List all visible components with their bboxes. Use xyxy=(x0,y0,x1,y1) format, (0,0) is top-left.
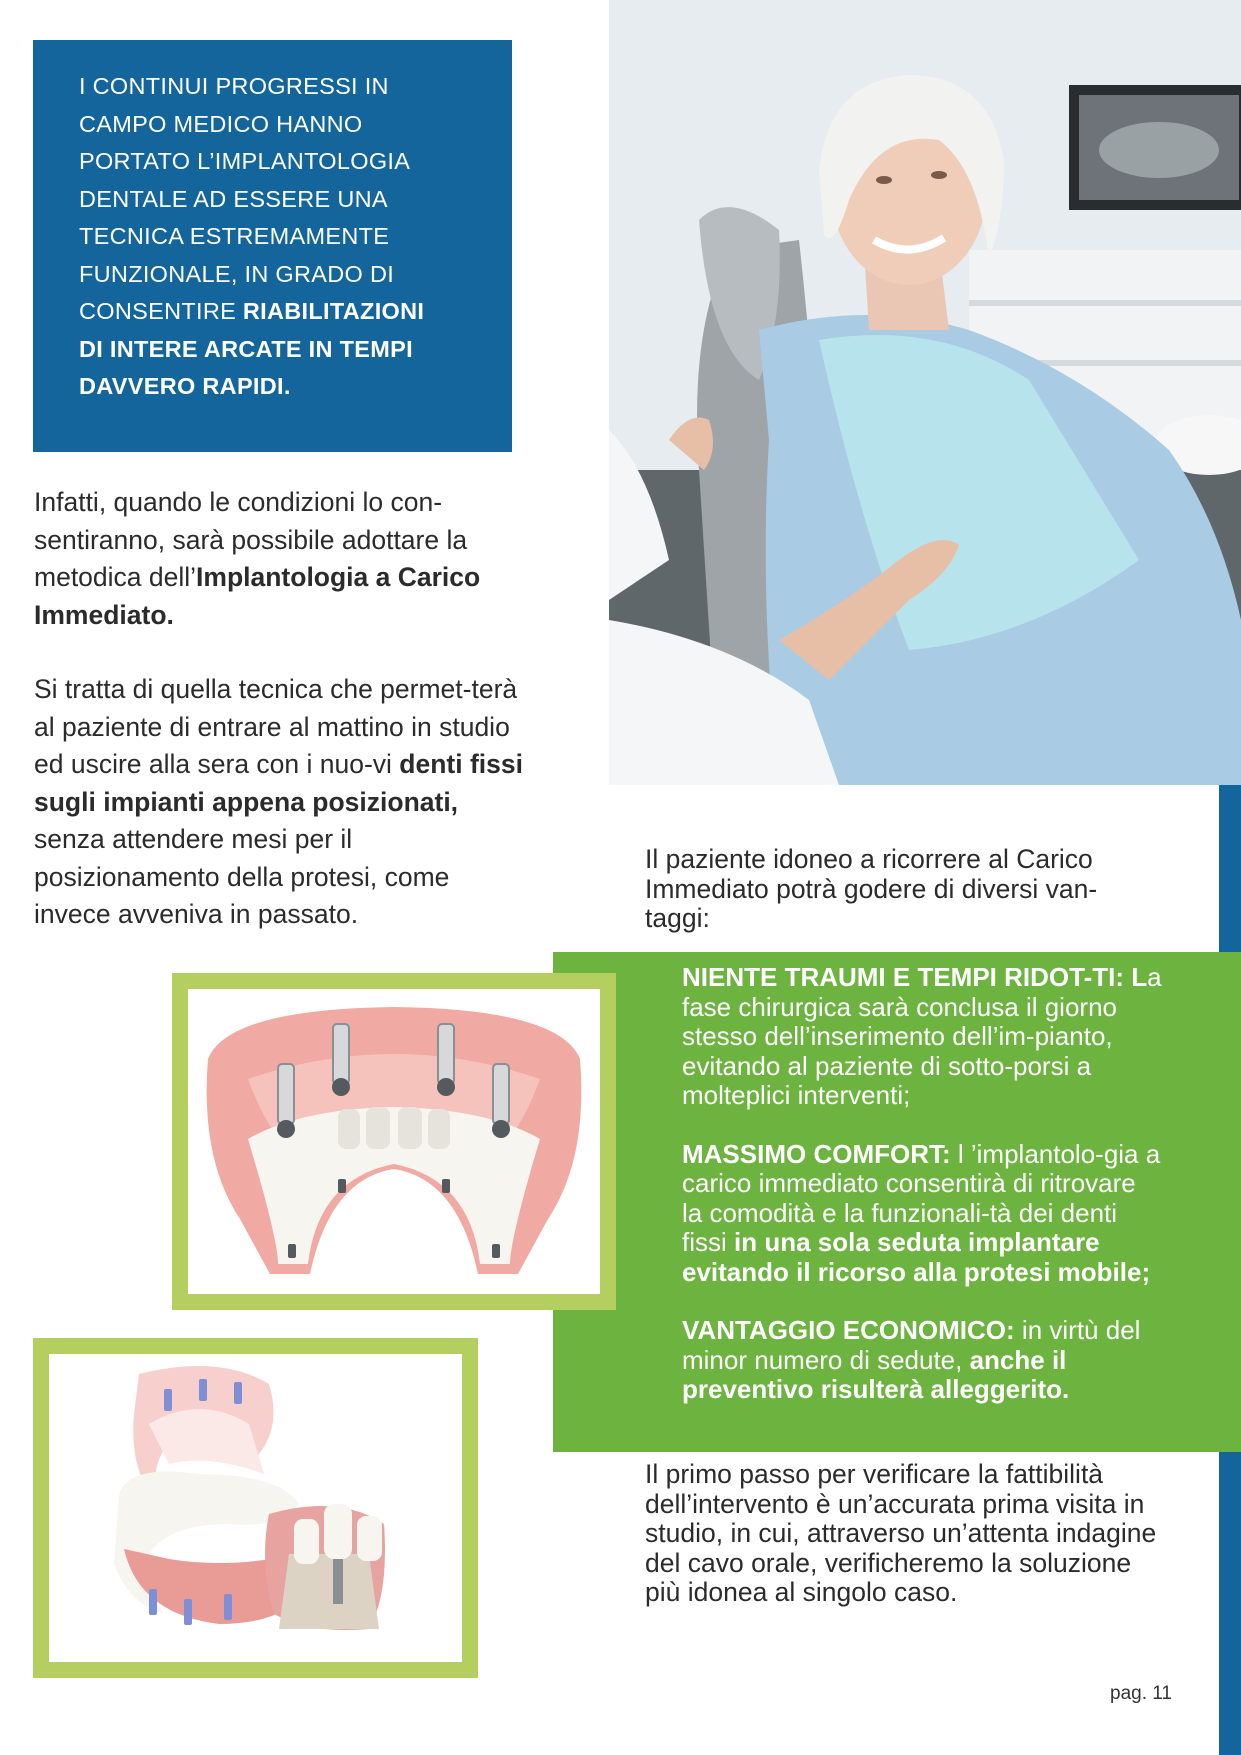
benefit-item: VANTAGGIO ECONOMICO: in virtù del minor numero di sedute, anche il preventivo risulterà alleggerito. xyxy=(682,1315,1141,1404)
left-body-text xyxy=(34,484,524,971)
benefits-intro-text: Il paziente idoneo a ricorrere al Carico Immediato potrà godere di diversi van-taggi: xyxy=(645,844,1098,933)
intro-line: I CONTINUI PROGRESSI IN xyxy=(79,73,389,99)
intro-line: DENTALE AD ESSERE UNA xyxy=(79,185,388,212)
benefit-title: MASSIMO COMFORT: xyxy=(682,1138,951,1169)
dental-patient-illustration xyxy=(609,0,1241,785)
intro-line: DI INTERE ARCATE IN TEMPI xyxy=(79,335,413,362)
intro-line: CAMPO MEDICO HANNO xyxy=(79,110,363,137)
page-number: pag. 11 xyxy=(1110,1683,1172,1704)
benefit-item: MASSIMO COMFORT: l ’implantolo-gia a carico immediato consentirà di ritrovare la comodità e la funzionali-tà dei denti fissi in una sola seduta implantare evitando il ricorso alla protesi mobile; xyxy=(682,1138,1161,1287)
benefit-title: VANTAGGIO ECONOMICO: xyxy=(682,1315,1015,1345)
intro-callout-box xyxy=(33,40,512,452)
benefit-item: NIENTE TRAUMI E TEMPI RIDOT-TI: La fase chirurgica sarà conclusa il giorno stesso dell’inserimento dell’im-pianto, evitando al paziente di sotto-porsi a molteplici interventi; xyxy=(682,962,1162,1110)
intro-line: FUNZIONALE, IN GRADO DI xyxy=(79,260,395,287)
intro-line: TECNICA ESTREMAMENTE xyxy=(79,223,390,249)
intro-line: CONSENTIRE RIABILITAZIONI xyxy=(79,298,425,324)
intro-line: DAVVERO RAPIDI. xyxy=(79,373,291,399)
patient-photo xyxy=(609,0,1241,785)
full-arch-prosthesis-illustration xyxy=(49,1354,462,1662)
paragraph-tecnica: Si tratta di quella tecnica che permet-terà al paziente di entrare al mattino in studio ed uscire alla sera con i nuo-vi denti fissi sugli impianti appena posizionati, senza attendere mesi per il posizionamento della protesi, come invece avveniva in passato. xyxy=(34,674,523,929)
paragraph-carico-immediato: Infatti, quando le condizioni lo con-sentiranno, sarà possibile adottare la metodica dell’Implantologia a Carico Immediato. xyxy=(34,487,481,630)
first-visit-text: Il primo passo per verificare la fattibilità dell’intervento è un’accurata prima visita in studio, in cui, attraverso un’attenta indagine del cavo orale, verificheremo la soluzione più idonea al singolo caso. xyxy=(645,1459,1157,1607)
benefit-title: NIENTE TRAUMI E TEMPI RIDOT-TI: L xyxy=(682,962,1148,992)
intro-bold-text: RIABILITAZIONI xyxy=(242,298,425,324)
prosthesis-illustration-frame xyxy=(33,1338,478,1678)
upper-arch-implants-illustration xyxy=(188,989,600,1294)
implant-arch-illustration-frame xyxy=(172,973,616,1310)
benefits-list xyxy=(682,963,1162,1434)
intro-line: PORTATO L’IMPLANTOLOGIA xyxy=(79,148,411,174)
